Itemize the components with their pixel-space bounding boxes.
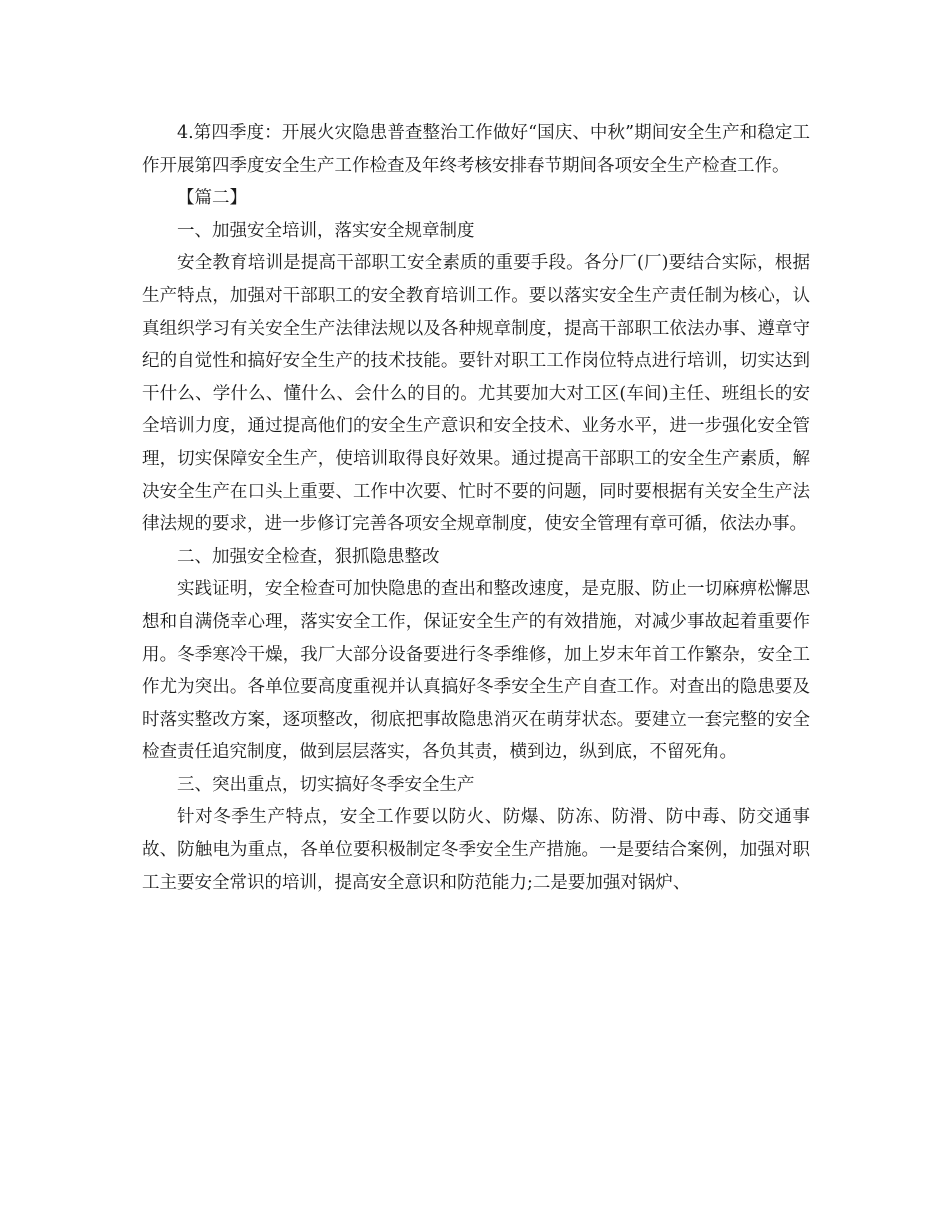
paragraph-q4-plan: 4.第四季度：开展火灾隐患普查整治工作做好“国庆、中秋”期间安全生产和稳定工作开展第四季度安全生产工作检查及年终考核安排春节期间各项安全生产检查工作。 <box>142 123 810 176</box>
paragraph-winter-safety: 针对冬季生产特点，安全工作要以防火、防爆、防冻、防滑、防中毒、防交通事故、防触电为重点，各单位要积极制定冬季安全生产措施。一是要结合案例，加强对职工主要安全常识的培训，提高安全意识和防范能力;二是要加强对锅炉、 <box>142 807 810 893</box>
paragraph-safety-inspection: 实践证明，安全检查可加快隐患的查出和整改速度，是克服、防止一切麻痹松懈思想和自满侥幸心理，落实安全工作，保证安全生产的有效措施，对减少事故起着重要作用。冬季寒冷干燥，我厂大部分设备要进行冬季维修，加上岁末年首工作繁杂，安全工作尤为突出。各单位要高度重视并认真搞好冬季安全生产自查工作。对查出的隐患要及时落实整改方案，逐项整改，彻底把事故隐患消灭在萌芽状态。要建立一套完整的安全检查责任追究制度，做到层层落实，各负其责，横到边，纵到底，不留死角。 <box>142 579 810 763</box>
heading-safety-training: 一、加强安全培训，落实安全规章制度 <box>177 220 475 241</box>
heading-safety-inspection: 二、加强安全检查，狠抓隐患整改 <box>177 546 440 567</box>
section-heading-part-two: 【篇二】 <box>177 188 247 209</box>
paragraph-safety-training: 安全教育培训是提高干部职工安全素质的重要手段。各分厂(厂)要结合实际，根据生产特点，加强对干部职工的安全教育培训工作。要以落实安全生产责任制为核心，认真组织学习有关安全生产法律法规以及各种规章制度，提高干部职工依法办事、遵章守纪的自觉性和搞好安全生产的技术技能。要针对职工工作岗位特点进行培训，切实达到干什么、学什么、懂什么、会什么的目的。尤其要加大对工区(车间)主任、班组长的安全培训力度，通过提高他们的安全生产意识和安全技术、业务水平，进一步强化安全管理，切实保障安全生产，使培训取得良好效果。通过提高干部职工的安全生产素质，解决安全生产在口头上重要、工作中次要、忙时不要的问题，同时要根据有关安全生产法律法规的要求，进一步修订完善各项安全规章制度，使安全管理有章可循，依法办事。 <box>142 253 810 535</box>
heading-winter-safety: 三、突出重点，切实搞好冬季安全生产 <box>177 774 475 795</box>
document-page <box>142 117 810 899</box>
